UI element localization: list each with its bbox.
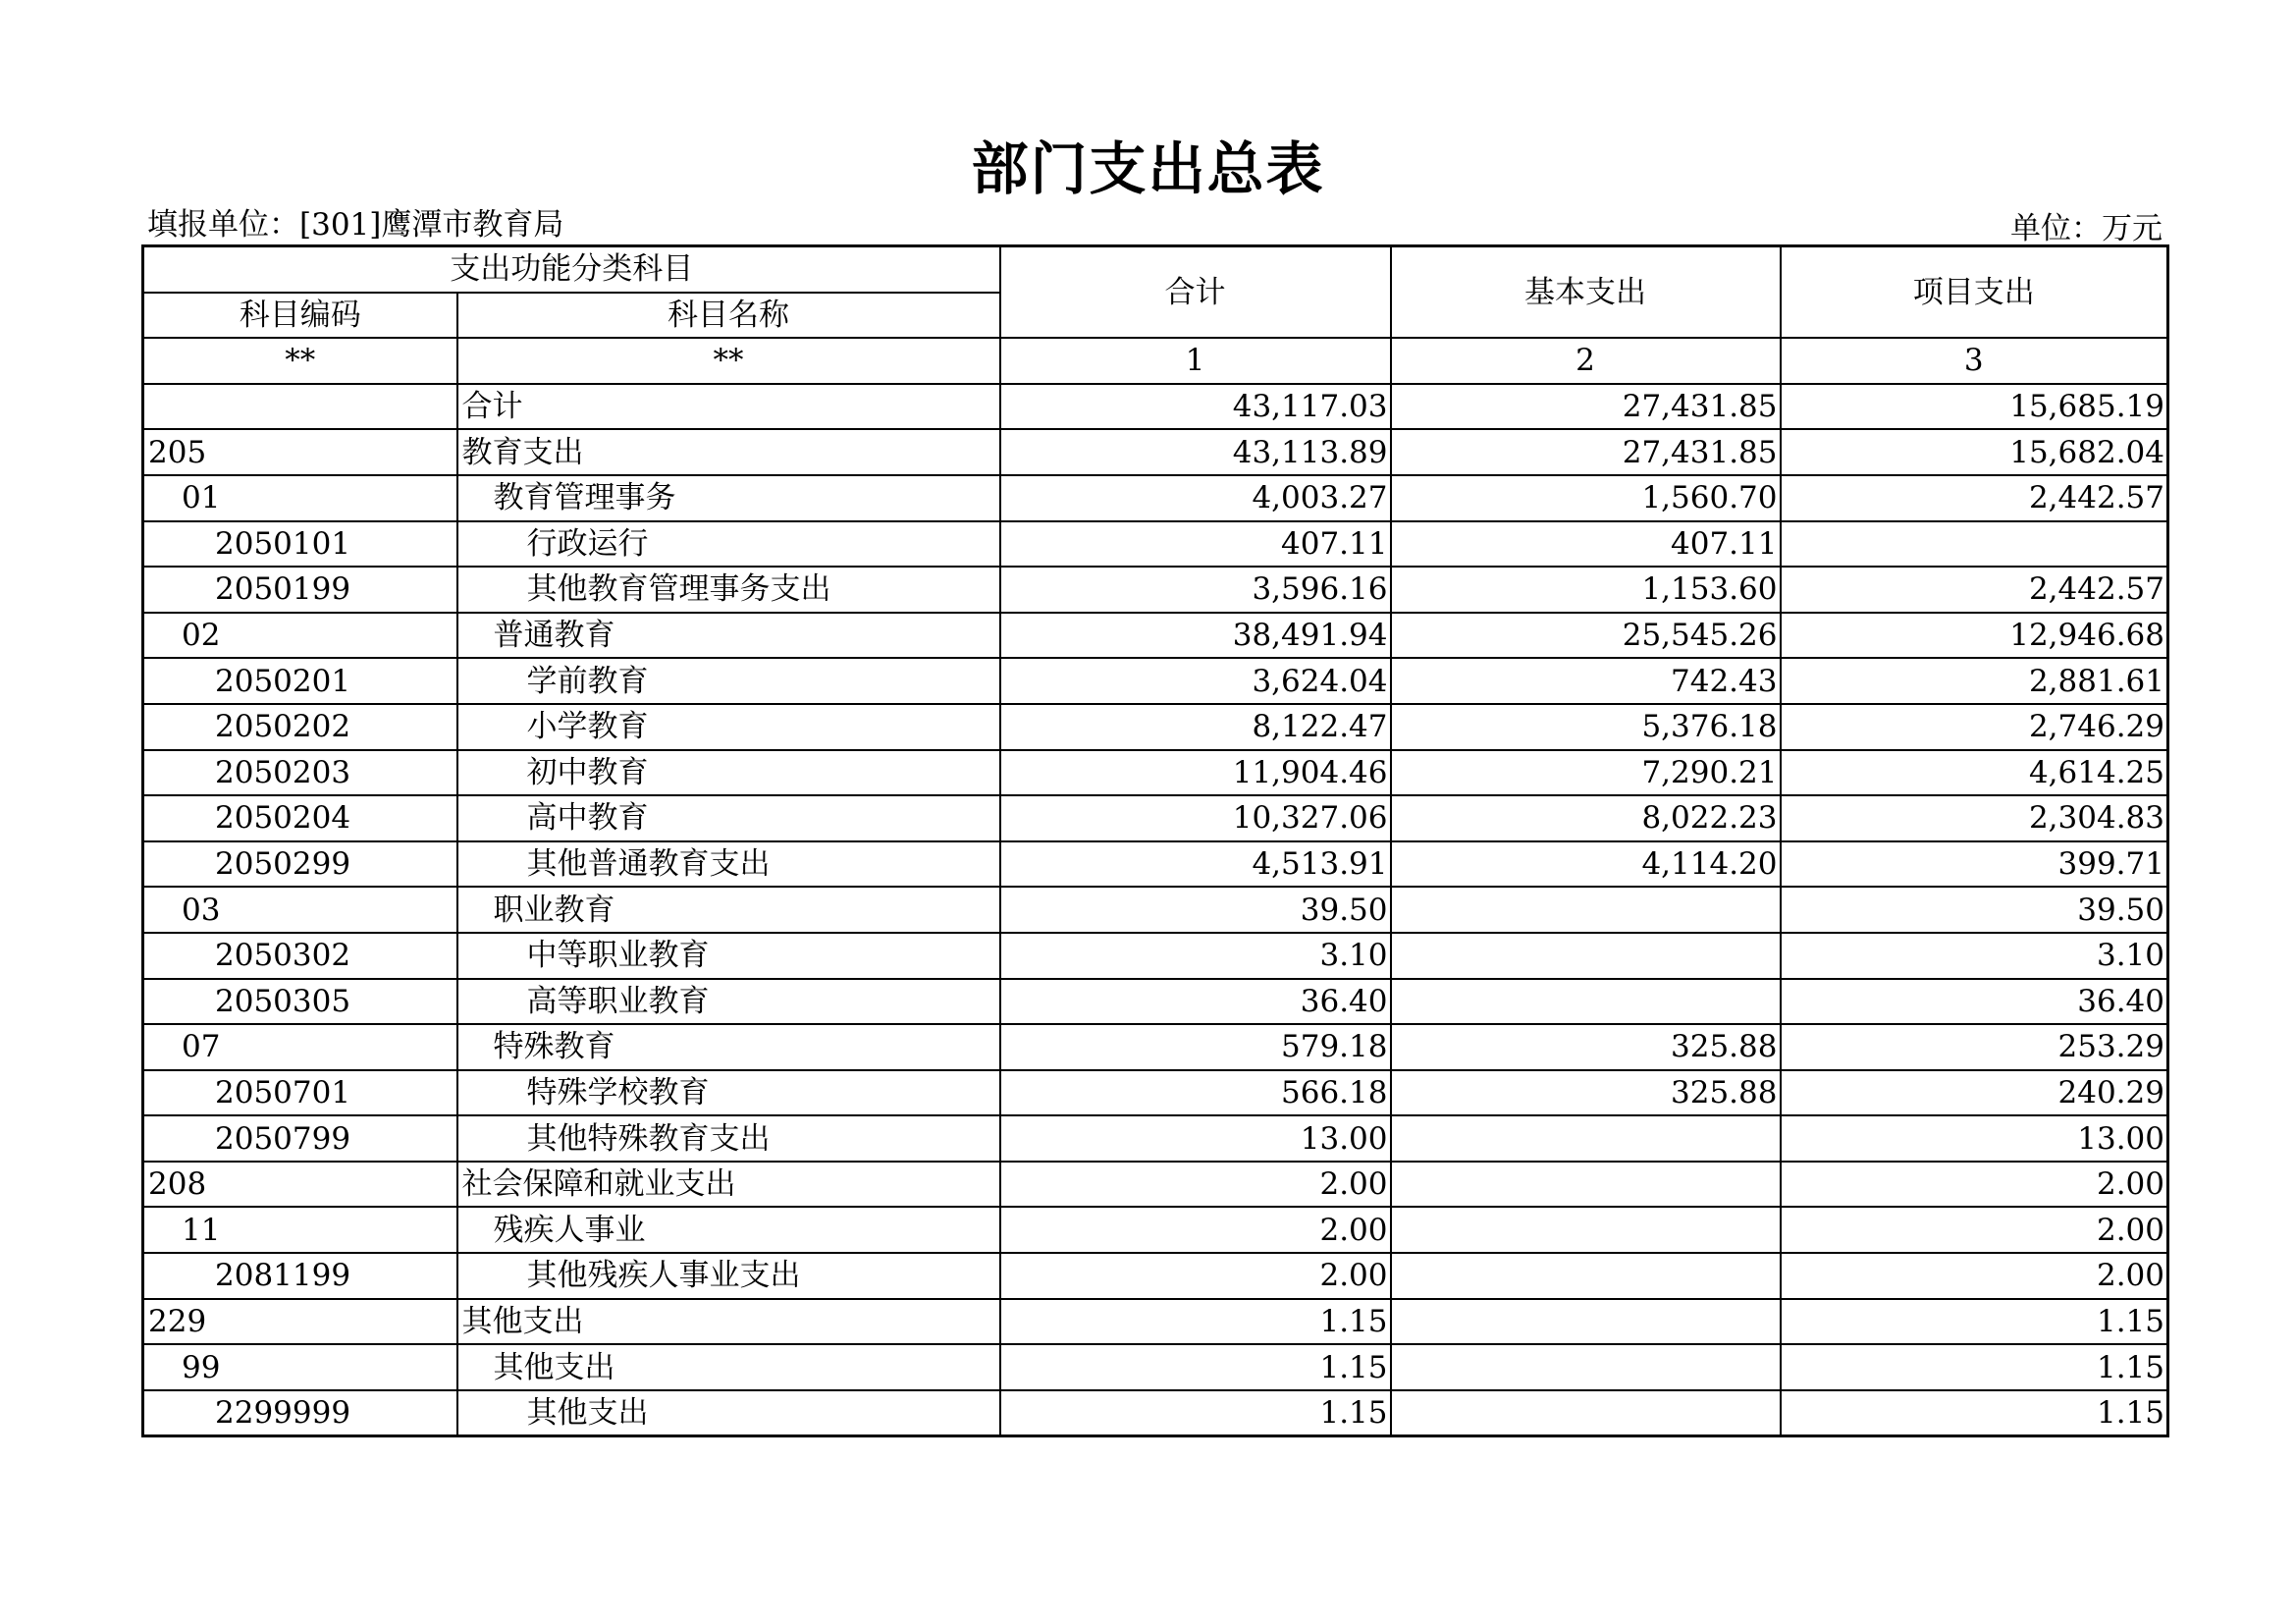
row-code: 2050302	[143, 933, 457, 979]
table-row	[143, 384, 2168, 430]
row-code: 2050101	[143, 521, 457, 568]
row-total: 3.10	[1000, 933, 1391, 979]
table-row	[143, 887, 2168, 933]
table-row	[143, 475, 2168, 521]
row-name: 社会保障和就业支出	[457, 1162, 1000, 1208]
row-basic: 325.88	[1391, 1070, 1781, 1116]
table-row	[143, 1024, 2168, 1070]
table-row	[143, 429, 2168, 475]
index-2: 2	[1391, 338, 1781, 384]
table-row	[143, 1344, 2168, 1390]
row-total: 3,624.04	[1000, 658, 1391, 704]
row-project: 39.50	[1781, 887, 2168, 933]
row-project: 15,682.04	[1781, 429, 2168, 475]
row-total: 43,113.89	[1000, 429, 1391, 475]
row-project: 12,946.68	[1781, 613, 2168, 659]
row-code: 2050204	[143, 795, 457, 841]
currency-unit-label: 单位：万元	[2010, 211, 2163, 246]
table-row	[143, 1390, 2168, 1436]
table-row	[143, 521, 2168, 568]
index-3: 3	[1781, 338, 2168, 384]
row-project: 2,304.83	[1781, 795, 2168, 841]
row-name: 特殊学校教育	[457, 1070, 1000, 1116]
row-basic: 8,022.23	[1391, 795, 1781, 841]
row-name: 其他支出	[457, 1344, 1000, 1390]
row-name: 教育管理事务	[457, 475, 1000, 521]
index-1: 1	[1000, 338, 1391, 384]
row-total: 43,117.03	[1000, 384, 1391, 430]
row-basic	[1391, 979, 1781, 1025]
row-basic	[1391, 1115, 1781, 1162]
table-row	[143, 1115, 2168, 1162]
row-project: 2.00	[1781, 1253, 2168, 1299]
row-name: 行政运行	[457, 521, 1000, 568]
table-row	[143, 841, 2168, 888]
row-code: 2050701	[143, 1070, 457, 1116]
row-basic: 742.43	[1391, 658, 1781, 704]
row-name: 特殊教育	[457, 1024, 1000, 1070]
row-basic: 7,290.21	[1391, 750, 1781, 796]
row-project: 36.40	[1781, 979, 2168, 1025]
index-name-mark: **	[457, 338, 1000, 384]
row-code: 07	[143, 1024, 457, 1070]
table-row	[143, 704, 2168, 750]
row-code: 2050202	[143, 704, 457, 750]
row-project: 2,442.57	[1781, 567, 2168, 613]
row-project: 4,614.25	[1781, 750, 2168, 796]
row-project	[1781, 521, 2168, 568]
row-name: 其他普通教育支出	[457, 841, 1000, 888]
row-basic: 5,376.18	[1391, 704, 1781, 750]
row-project: 240.29	[1781, 1070, 2168, 1116]
row-basic: 25,545.26	[1391, 613, 1781, 659]
row-code: 2050799	[143, 1115, 457, 1162]
row-name: 教育支出	[457, 429, 1000, 475]
row-code: 2081199	[143, 1253, 457, 1299]
row-total: 579.18	[1000, 1024, 1391, 1070]
row-name: 其他残疾人事业支出	[457, 1253, 1000, 1299]
row-total: 4,513.91	[1000, 841, 1391, 888]
row-code: 2050299	[143, 841, 457, 888]
row-basic: 1,560.70	[1391, 475, 1781, 521]
header-name: 科目名称	[457, 293, 1000, 339]
row-basic	[1391, 1390, 1781, 1436]
row-total: 1.15	[1000, 1390, 1391, 1436]
row-total: 11,904.46	[1000, 750, 1391, 796]
header-row-index	[143, 338, 2168, 384]
row-basic	[1391, 1299, 1781, 1345]
row-total: 10,327.06	[1000, 795, 1391, 841]
expenditure-table	[141, 244, 2169, 1437]
row-project: 2,442.57	[1781, 475, 2168, 521]
table-row	[143, 1207, 2168, 1253]
row-code: 205	[143, 429, 457, 475]
row-name: 其他支出	[457, 1390, 1000, 1436]
row-name: 普通教育	[457, 613, 1000, 659]
row-code: 2050203	[143, 750, 457, 796]
row-project: 399.71	[1781, 841, 2168, 888]
row-project: 1.15	[1781, 1390, 2168, 1436]
row-basic: 4,114.20	[1391, 841, 1781, 888]
table-row	[143, 1299, 2168, 1345]
table-row	[143, 1253, 2168, 1299]
row-code: 229	[143, 1299, 457, 1345]
row-basic	[1391, 887, 1781, 933]
page-title: 部门支出总表	[971, 135, 1325, 202]
row-code: 11	[143, 1207, 457, 1253]
header-row-group	[143, 246, 2168, 293]
row-total: 8,122.47	[1000, 704, 1391, 750]
row-code: 02	[143, 613, 457, 659]
row-code: 03	[143, 887, 457, 933]
row-total: 4,003.27	[1000, 475, 1391, 521]
row-project: 3.10	[1781, 933, 2168, 979]
row-total: 39.50	[1000, 887, 1391, 933]
row-total: 2.00	[1000, 1253, 1391, 1299]
row-basic: 27,431.85	[1391, 384, 1781, 430]
table-row	[143, 613, 2168, 659]
row-total: 2.00	[1000, 1207, 1391, 1253]
row-code	[143, 384, 457, 430]
row-code: 01	[143, 475, 457, 521]
row-project: 1.15	[1781, 1299, 2168, 1345]
table-row	[143, 658, 2168, 704]
table-row	[143, 933, 2168, 979]
row-name: 其他教育管理事务支出	[457, 567, 1000, 613]
row-total: 3,596.16	[1000, 567, 1391, 613]
header-basic: 基本支出	[1391, 246, 1781, 339]
row-basic: 325.88	[1391, 1024, 1781, 1070]
table-row	[143, 1162, 2168, 1208]
row-total: 2.00	[1000, 1162, 1391, 1208]
reporting-unit-label: 填报单位：[301]鹰潭市教育局	[147, 207, 564, 243]
row-basic: 407.11	[1391, 521, 1781, 568]
row-total: 38,491.94	[1000, 613, 1391, 659]
row-name: 合计	[457, 384, 1000, 430]
row-code: 2050305	[143, 979, 457, 1025]
row-total: 13.00	[1000, 1115, 1391, 1162]
row-name: 职业教育	[457, 887, 1000, 933]
row-name: 高中教育	[457, 795, 1000, 841]
table-row	[143, 567, 2168, 613]
table-row	[143, 750, 2168, 796]
row-total: 566.18	[1000, 1070, 1391, 1116]
row-code: 2299999	[143, 1390, 457, 1436]
row-basic	[1391, 933, 1781, 979]
index-code-mark: **	[143, 338, 457, 384]
row-project: 2.00	[1781, 1207, 2168, 1253]
row-basic	[1391, 1162, 1781, 1208]
row-project: 253.29	[1781, 1024, 2168, 1070]
row-basic	[1391, 1344, 1781, 1390]
row-name: 其他特殊教育支出	[457, 1115, 1000, 1162]
row-total: 1.15	[1000, 1344, 1391, 1390]
row-total: 1.15	[1000, 1299, 1391, 1345]
row-name: 高等职业教育	[457, 979, 1000, 1025]
row-project: 13.00	[1781, 1115, 2168, 1162]
row-code: 99	[143, 1344, 457, 1390]
row-project: 2.00	[1781, 1162, 2168, 1208]
header-group-cell: 支出功能分类科目	[143, 246, 1000, 293]
row-code: 208	[143, 1162, 457, 1208]
table-row	[143, 979, 2168, 1025]
header-code: 科目编码	[143, 293, 457, 339]
header-project: 项目支出	[1781, 246, 2168, 339]
row-code: 2050199	[143, 567, 457, 613]
row-name: 其他支出	[457, 1299, 1000, 1345]
row-project: 2,881.61	[1781, 658, 2168, 704]
row-basic: 1,153.60	[1391, 567, 1781, 613]
row-project: 2,746.29	[1781, 704, 2168, 750]
row-basic: 27,431.85	[1391, 429, 1781, 475]
row-name: 小学教育	[457, 704, 1000, 750]
table-row	[143, 795, 2168, 841]
row-basic	[1391, 1207, 1781, 1253]
row-code: 2050201	[143, 658, 457, 704]
header-total: 合计	[1000, 246, 1391, 339]
row-name: 初中教育	[457, 750, 1000, 796]
row-name: 残疾人事业	[457, 1207, 1000, 1253]
table-row	[143, 1070, 2168, 1116]
row-name: 学前教育	[457, 658, 1000, 704]
row-project: 1.15	[1781, 1344, 2168, 1390]
row-name: 中等职业教育	[457, 933, 1000, 979]
row-total: 407.11	[1000, 521, 1391, 568]
row-basic	[1391, 1253, 1781, 1299]
row-total: 36.40	[1000, 979, 1391, 1025]
row-project: 15,685.19	[1781, 384, 2168, 430]
